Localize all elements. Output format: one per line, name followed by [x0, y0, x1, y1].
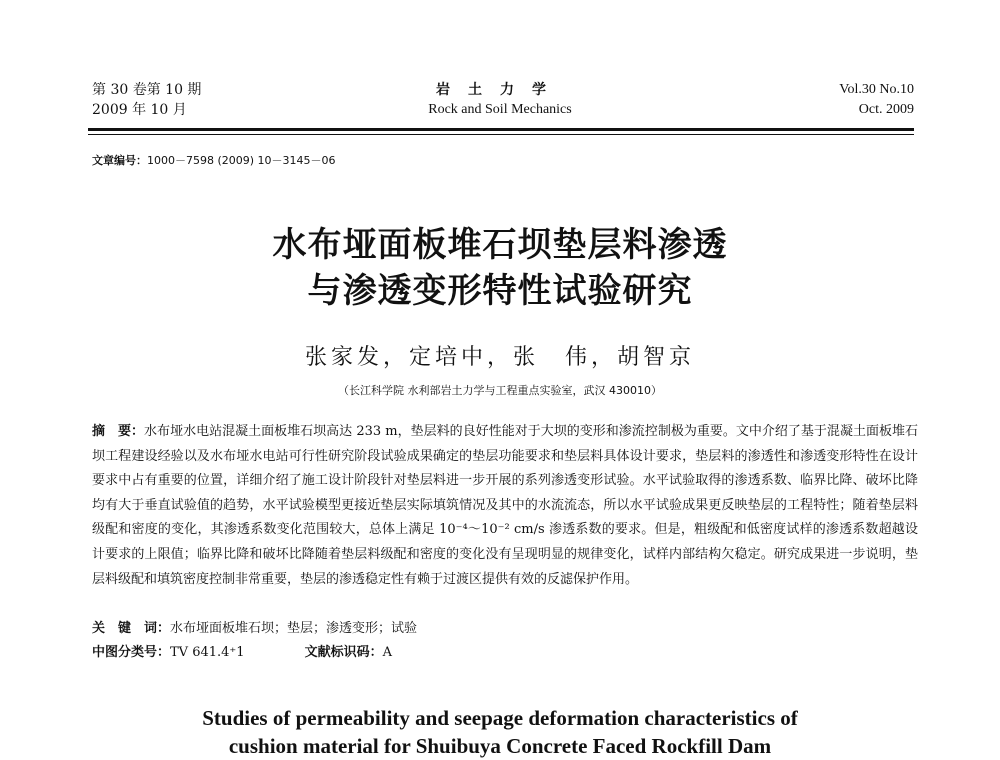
article-number-label: 文章编号： — [92, 154, 147, 167]
classification-line — [92, 641, 392, 660]
journal-name-cn: 岩土力学 — [436, 82, 564, 98]
journal-issue-info-en — [839, 80, 914, 120]
paper-title — [0, 222, 1000, 314]
doc-code-value: A — [382, 645, 392, 660]
english-title-line1: Studies of permeability and seepage deformation characteristics of — [202, 706, 798, 730]
keywords-text: 水布垭面板堆石坝；垫层；渗透变形；试验 — [170, 621, 418, 636]
article-number-value: 1000－7598 (2009) 10－3145－06 — [147, 154, 336, 167]
clc-label: 中图分类号： — [92, 645, 171, 660]
affiliation: （长江科学院 水利部岩土力学与工程重点实验室，武汉 430010） — [338, 384, 662, 397]
abstract-text: 水布垭水电站混凝土面板堆石坝高达 233 m，垫层料的良好性能对于大坝的变形和渗流控制极为重要。文中介绍了基于混凝土面板堆石坝工程建设经验以及水布垭水电站可行性研究阶段试验成果确定的垫层功能要求和垫层料具体设计要求，垫层料的渗透性和渗透变形特性在设计要求中占有重要的位置，详细介绍了施工设计阶段针对垫层料进一步开展的系列渗透变形试验。水平试验取得的渗透系数、临界比降、破坏比降均有大于垂直试验值的趋势，水平试验模型更接近垫层实际填筑情况及其中的水流流态，所以水平试验成果更反映垫层的工程特性；随着垫层料级配和密度的变化，其渗透系数变化范围较大，总体上满足 10⁻⁴～10⁻² cm/s 渗透系数的要求。但是，粗级配和低密度试样的渗透系数超越设计要求的上限值；临界比降和破坏比降随着垫层料级配和密度的变化没有呈现明显的规律变化，试样内部结构欠稳定。研究成果进一步说明，垫层料级配和填筑密度控制非常重要，垫层的渗透稳定性有赖于过渡区提供有效的反滤保护作用。 — [92, 424, 918, 587]
issue-date-en: Oct. 2009 — [858, 102, 914, 117]
abstract-label: 摘 要： — [92, 424, 145, 439]
keywords — [92, 617, 417, 636]
paper-title-line1: 水布垭面板堆石坝垫层料渗透 — [272, 225, 728, 265]
authors: 张家发，定培中，张 伟，胡智京 — [304, 345, 695, 370]
abstract — [92, 420, 918, 592]
doc-code-label: 文献标识码： — [304, 645, 383, 660]
journal-name-en: Rock and Soil Mechanics — [428, 102, 572, 117]
header-rule-thick — [88, 128, 914, 131]
english-title — [0, 704, 1000, 760]
volume-issue-en: Vol.30 No.10 — [839, 82, 914, 97]
english-title-line2: cushion material for Shuibuya Concrete Faced Rockfill Dam — [228, 734, 772, 758]
keywords-label: 关 键 词： — [92, 621, 171, 636]
volume-issue-cn: 第 30 卷第 10 期 — [92, 82, 202, 98]
issue-date-cn: 2009 年 10 月 — [92, 102, 187, 118]
paper-title-line2: 与渗透变形特性试验研究 — [307, 271, 693, 311]
header-rule-thin — [88, 134, 914, 135]
article-number — [92, 152, 336, 168]
clc-value: TV 641.4⁺1 — [170, 645, 245, 660]
